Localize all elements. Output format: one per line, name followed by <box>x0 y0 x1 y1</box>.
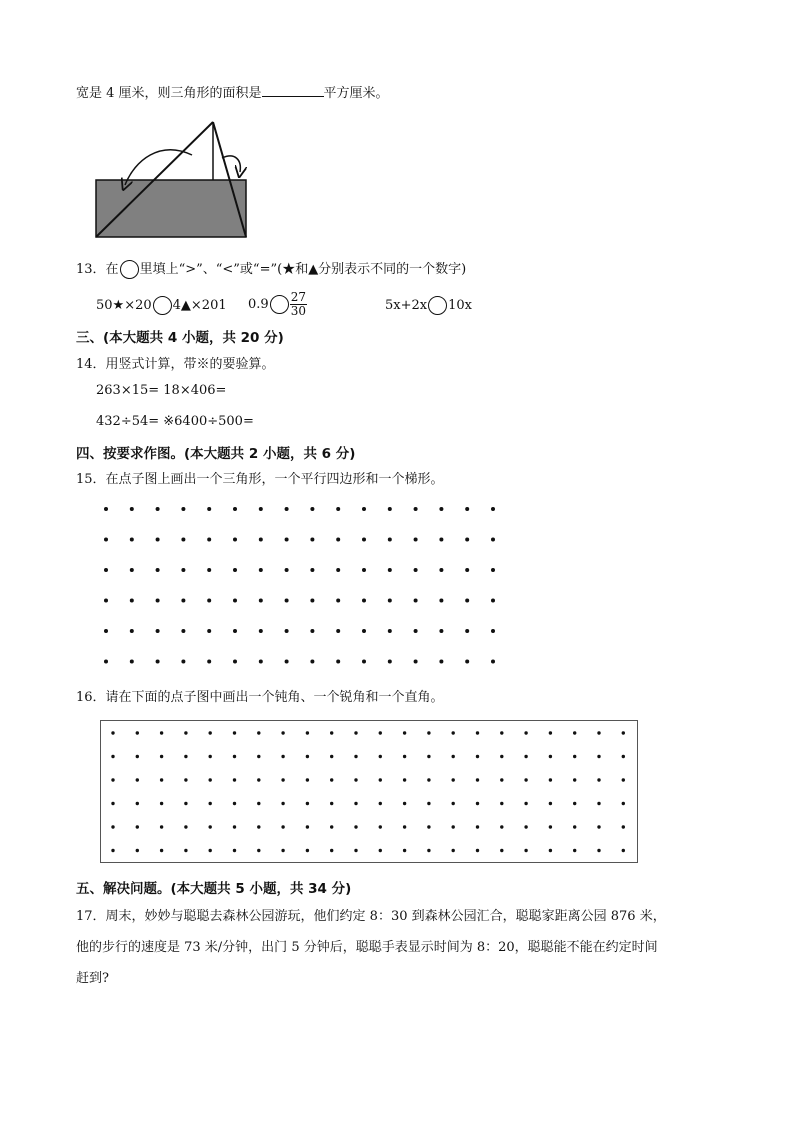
section3-title: 三、(本大题共 4 小题，共 20 分) <box>76 330 284 346</box>
grid-dot[interactable] <box>597 731 600 734</box>
grid-dot[interactable] <box>354 731 357 734</box>
grid-dot[interactable] <box>476 802 479 805</box>
q12-text-after: 平方厘米。 <box>323 86 389 101</box>
grid-dot[interactable] <box>500 825 503 828</box>
grid-dot[interactable] <box>549 778 552 781</box>
grid-dot[interactable] <box>306 731 309 734</box>
grid-dot[interactable] <box>427 825 430 828</box>
q13-item3-left: 5x+2x <box>385 298 428 313</box>
grid-dot[interactable] <box>622 849 625 852</box>
grid-dot[interactable] <box>281 731 284 734</box>
grid-dot[interactable] <box>524 755 527 758</box>
grid-dot[interactable] <box>524 802 527 805</box>
grid-dot[interactable] <box>500 755 503 758</box>
grid-dot[interactable] <box>379 778 382 781</box>
grid-dot[interactable] <box>452 802 455 805</box>
grid-dot[interactable] <box>452 778 455 781</box>
grid-dot[interactable] <box>500 849 503 852</box>
grid-dot[interactable] <box>452 849 455 852</box>
grid-dot[interactable] <box>136 731 139 734</box>
grid-dot[interactable] <box>184 731 187 734</box>
grid-dot[interactable] <box>160 778 163 781</box>
grid-dot[interactable] <box>111 731 114 734</box>
grid-dot[interactable] <box>306 802 309 805</box>
fraction-denominator: 30 <box>290 304 306 318</box>
q13-prompt-a: 在 <box>105 262 119 277</box>
q17-line-3: 赶到? <box>76 971 109 986</box>
q13-item3-right: 10x <box>448 298 472 313</box>
grid-dot[interactable] <box>160 825 163 828</box>
grid-dot[interactable] <box>379 755 382 758</box>
grid-dot[interactable] <box>281 778 284 781</box>
grid-dot[interactable] <box>209 802 212 805</box>
grid-dot[interactable] <box>403 849 406 852</box>
grid-dot[interactable] <box>549 825 552 828</box>
grid-dot[interactable] <box>379 849 382 852</box>
grid-dot[interactable] <box>379 825 382 828</box>
grid-dot[interactable] <box>111 849 114 852</box>
grid-dot[interactable] <box>403 778 406 781</box>
grid-dot[interactable] <box>549 849 552 852</box>
q13-number: 13． <box>76 262 106 277</box>
grid-dot[interactable] <box>209 731 212 734</box>
q14-prompt: 14．用竖式计算，带※的要验算。 <box>76 357 275 372</box>
grid-dot[interactable] <box>354 849 357 852</box>
fraction-numerator: 27 <box>290 290 306 304</box>
q14-line-2: 432÷54= ※6400÷500= <box>96 414 254 429</box>
q14-line-1: 263×15= 18×406= <box>96 383 227 398</box>
grid-dot[interactable] <box>281 802 284 805</box>
grid-dot[interactable] <box>597 825 600 828</box>
grid-dot[interactable] <box>209 825 212 828</box>
grid-dot[interactable] <box>524 849 527 852</box>
q15-prompt: 15．在点子图上画出一个三角形，一个平行四边形和一个梯形。 <box>76 472 444 487</box>
grid-dot[interactable] <box>476 755 479 758</box>
grid-dot[interactable] <box>622 755 625 758</box>
grid-dot[interactable] <box>354 802 357 805</box>
grid-dot[interactable] <box>136 755 139 758</box>
grid-dot[interactable] <box>597 755 600 758</box>
grid-dot[interactable] <box>330 778 333 781</box>
grid-dot[interactable] <box>573 849 576 852</box>
grid-dot[interactable] <box>233 755 236 758</box>
grid-dot[interactable] <box>573 802 576 805</box>
grid-dot[interactable] <box>476 825 479 828</box>
grid-dot[interactable] <box>427 849 430 852</box>
grid-dot[interactable] <box>209 755 212 758</box>
grid-dot[interactable] <box>622 825 625 828</box>
grid-dot[interactable] <box>573 825 576 828</box>
grid-dot[interactable] <box>111 755 114 758</box>
grid-dot[interactable] <box>233 731 236 734</box>
grid-dot[interactable] <box>476 849 479 852</box>
grid-dot[interactable] <box>257 825 260 828</box>
grid-dot[interactable] <box>330 802 333 805</box>
grid-dot[interactable] <box>257 802 260 805</box>
grid-dot[interactable] <box>306 778 309 781</box>
grid-dot[interactable] <box>573 755 576 758</box>
grid-dot[interactable] <box>354 825 357 828</box>
grid-dot[interactable] <box>257 849 260 852</box>
grid-dot[interactable] <box>622 731 625 734</box>
grid-dot[interactable] <box>597 778 600 781</box>
grid-dot[interactable] <box>597 849 600 852</box>
grid-dot[interactable] <box>500 778 503 781</box>
grid-dot[interactable] <box>160 731 163 734</box>
grid-dot[interactable] <box>379 802 382 805</box>
grid-dot[interactable] <box>306 825 309 828</box>
grid-dot[interactable] <box>403 755 406 758</box>
grid-dot[interactable] <box>184 802 187 805</box>
q16-prompt: 16．请在下面的点子图中画出一个钝角、一个锐角和一个直角。 <box>76 690 444 705</box>
grid-dot[interactable] <box>500 731 503 734</box>
grid-dot[interactable] <box>403 802 406 805</box>
grid-dot[interactable] <box>184 755 187 758</box>
grid-dot[interactable] <box>281 825 284 828</box>
grid-dot[interactable] <box>111 825 114 828</box>
grid-dot[interactable] <box>622 802 625 805</box>
grid-dot[interactable] <box>306 849 309 852</box>
q13-item1-left: 50★×20 <box>96 298 152 313</box>
q17-line-1: 17．周末，妙妙与聪聪去森林公园游玩，他们约定 8：30 到森林公园汇合，聪聪家距离公园 876 米， <box>76 909 666 924</box>
grid-dot[interactable] <box>403 825 406 828</box>
grid-dot[interactable] <box>549 755 552 758</box>
grid-dot[interactable] <box>524 825 527 828</box>
grid-dot[interactable] <box>330 755 333 758</box>
grid-dot[interactable] <box>257 731 260 734</box>
q13-prompt-b: 里填上“>”、“<”或“=”(★和▲分别表示不同的一个数字) <box>139 262 467 277</box>
grid-dot[interactable] <box>111 778 114 781</box>
q13-item2-left: 0.9 <box>248 297 269 312</box>
grid-dot[interactable] <box>136 849 139 852</box>
grid-dot[interactable] <box>354 755 357 758</box>
grid-dot[interactable] <box>281 755 284 758</box>
grid-dot[interactable] <box>257 755 260 758</box>
grid-dot[interactable] <box>184 849 187 852</box>
grid-dot[interactable] <box>549 731 552 734</box>
grid-dot[interactable] <box>233 825 236 828</box>
grid-dot[interactable] <box>184 778 187 781</box>
q13-item1-right: 4▲×201 <box>172 298 227 313</box>
grid-dot[interactable] <box>330 849 333 852</box>
section4-title: 四、按要求作图。(本大题共 2 小题，共 6 分) <box>76 446 356 462</box>
grid-dot[interactable] <box>427 802 430 805</box>
grid-dot[interactable] <box>524 778 527 781</box>
grid-dot[interactable] <box>330 731 333 734</box>
grid-dot[interactable] <box>233 802 236 805</box>
grid-dot[interactable] <box>136 802 139 805</box>
grid-dot[interactable] <box>209 778 212 781</box>
grid-dot[interactable] <box>233 849 236 852</box>
grid-dot[interactable] <box>597 802 600 805</box>
grid-dot[interactable] <box>427 755 430 758</box>
section5-title: 五、解决问题。(本大题共 5 小题，共 34 分) <box>76 881 352 897</box>
grid-dot[interactable] <box>257 778 260 781</box>
grid-dot[interactable] <box>622 778 625 781</box>
grid-dot[interactable] <box>306 755 309 758</box>
grid-dot[interactable] <box>233 778 236 781</box>
grid-dot[interactable] <box>549 802 552 805</box>
grid-dot[interactable] <box>160 802 163 805</box>
q17-line-2: 他的步行的速度是 73 米/分钟，出门 5 分钟后，聪聪手表显示时间为 8：20，聪聪能不能在约定时间 <box>76 940 658 955</box>
grid-dot[interactable] <box>111 802 114 805</box>
grid-dot[interactable] <box>573 778 576 781</box>
grid-dot[interactable] <box>160 755 163 758</box>
q12-text-before: 宽是 4 厘米，则三角形的面积是 <box>76 86 262 101</box>
grid-dot[interactable] <box>136 778 139 781</box>
grid-dot[interactable] <box>500 802 503 805</box>
grid-dot[interactable] <box>209 849 212 852</box>
grid-dot[interactable] <box>403 731 406 734</box>
grid-dot[interactable] <box>452 731 455 734</box>
grid-dot[interactable] <box>427 778 430 781</box>
grid-dot[interactable] <box>573 731 576 734</box>
grid-dot[interactable] <box>330 825 333 828</box>
grid-dot[interactable] <box>427 731 430 734</box>
grid-dot[interactable] <box>476 778 479 781</box>
grid-dot[interactable] <box>281 849 284 852</box>
grid-dot[interactable] <box>354 778 357 781</box>
grid-dot[interactable] <box>160 849 163 852</box>
grid-dot[interactable] <box>524 731 527 734</box>
grid-dot[interactable] <box>136 825 139 828</box>
grid-dot[interactable] <box>184 825 187 828</box>
grid-dot[interactable] <box>379 731 382 734</box>
grid-dot[interactable] <box>452 825 455 828</box>
grid-dot[interactable] <box>452 755 455 758</box>
grid-dot[interactable] <box>476 731 479 734</box>
